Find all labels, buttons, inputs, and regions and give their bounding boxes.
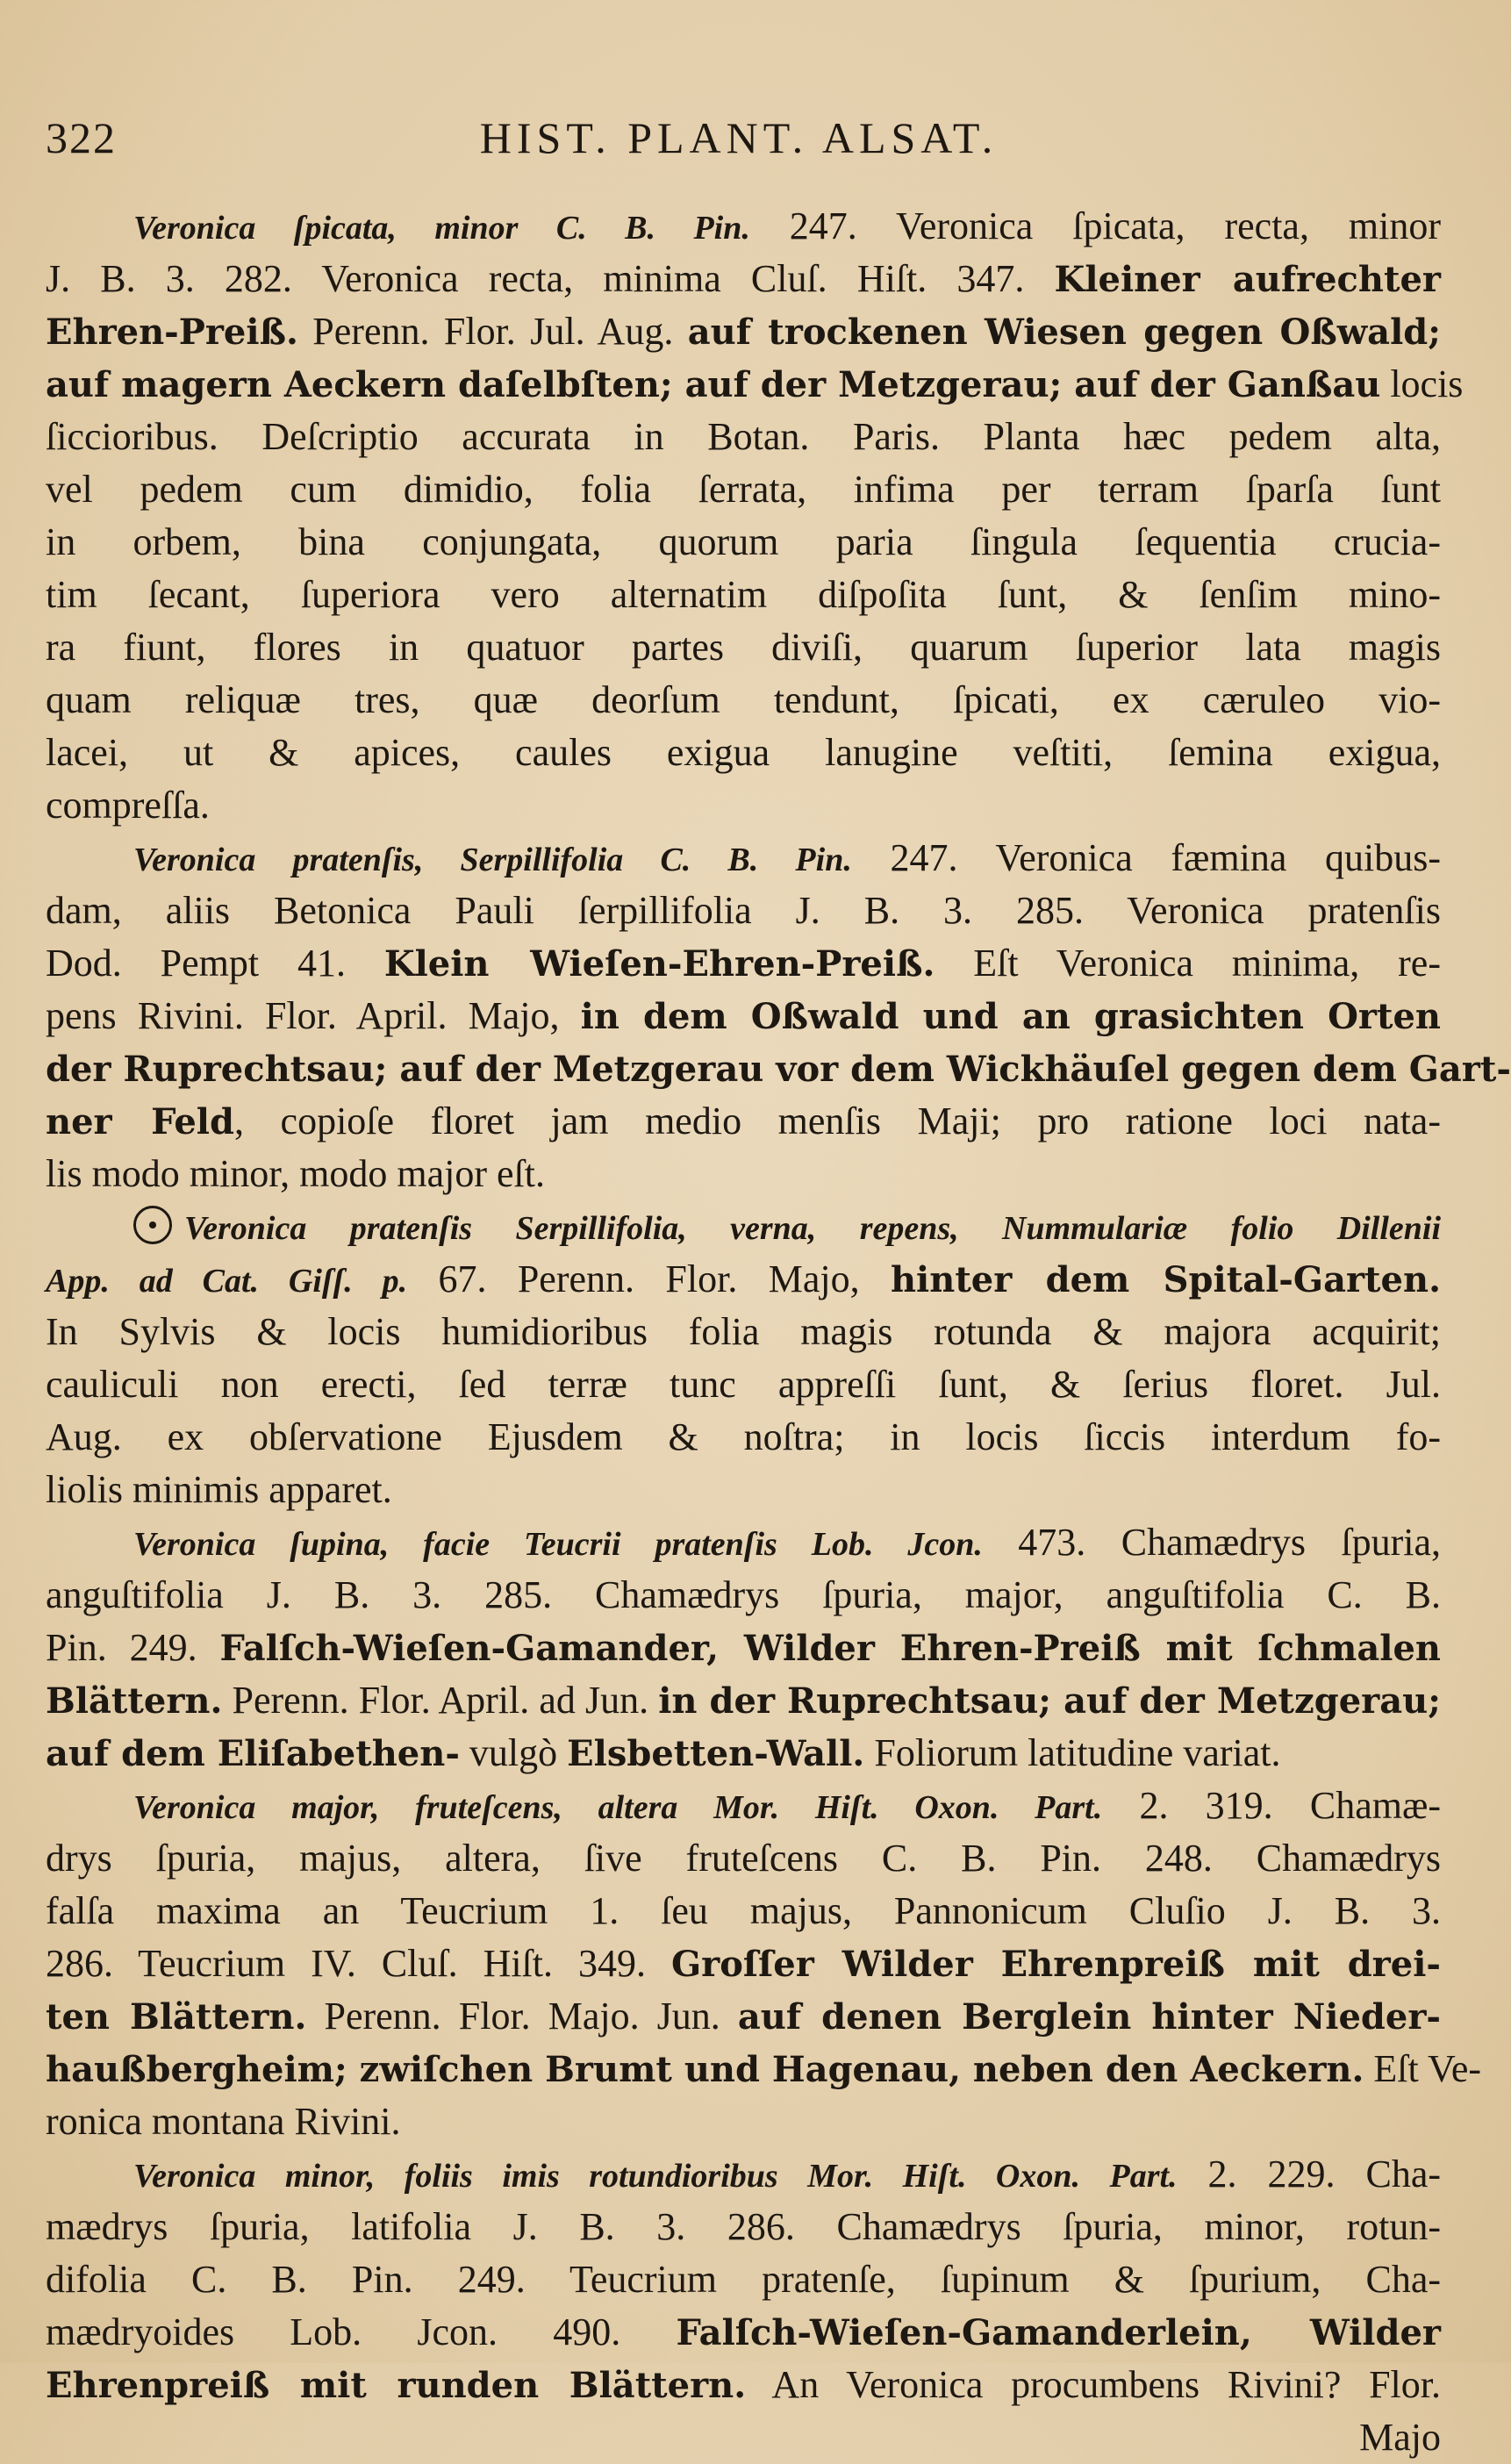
german-text: hinter dem Spital-Garten.	[890, 1259, 1441, 1300]
running-title: HIST. PLANT. ALSAT.	[479, 113, 999, 162]
latin-text: Perenn. Flor. April. ad Jun.	[222, 1679, 659, 1722]
text-line	[46, 621, 1441, 674]
german-text: Ehrenpreiß mit runden Blättern.	[46, 2365, 747, 2406]
latin-text: vel pedem cum dimidio, folia ſerrata, infima per terram ſparſa ſunt	[46, 468, 1441, 511]
latin-text: Majo	[1359, 2416, 1441, 2459]
latin-text: ronica montana Rivini.	[46, 2100, 401, 2143]
page-header	[46, 112, 1432, 183]
page-number: 322	[46, 113, 117, 162]
latin-text: An Veronica procumbens Rivini? Flor.	[746, 2363, 1441, 2406]
german-text: Falſch-Wieſen-Gamander, Wilder Ehren-Preiß mit ſchmalen	[219, 1628, 1442, 1669]
text-line	[46, 569, 1441, 621]
text-line	[46, 411, 1441, 463]
german-text: Elsbetten-Wall.	[567, 1733, 865, 1774]
german-text: ner Feld	[46, 1101, 234, 1142]
text-line	[46, 832, 1441, 885]
text-line	[46, 516, 1441, 569]
german-text: auf dem Eliſabethen-	[46, 1733, 460, 1774]
latin-text: J. B. 3. 282. Veronica recta, minima Cluſ. Hiſt. 347.	[46, 257, 1055, 300]
latin-text: in orbem, bina conjungata, quorum paria ſingula ſequentia crucia-	[46, 520, 1441, 563]
german-text: der Ruprechtsau; auf der Metzgerau vor dem Wickhäuſel gegen dem Gart-	[46, 1049, 1511, 1090]
latin-text: vulgò	[459, 1731, 568, 1774]
latin-text: anguſtifolia J. B. 3. 285. Chamædrys ſpuria, major, anguſtifolia C. B.	[46, 1573, 1441, 1616]
latin-text: Foliorum latitudine variat.	[864, 1731, 1281, 1774]
text-line	[46, 1569, 1441, 1622]
latin-text: dam, aliis Betonica Pauli ſerpillifolia J. B. 3. 285. Veronica pratenſis	[46, 889, 1441, 932]
latin-text: cauliculi non erecti, ſed terræ tunc appreſſi ſunt, & ſerius floret. Jul.	[46, 1363, 1441, 1406]
species-name: App. ad Cat. Giſſ. p.	[46, 1263, 408, 1300]
latin-text: Eſt Veronica minima, re-	[935, 942, 1441, 985]
sun-symbol-icon	[133, 1206, 172, 1244]
latin-text: locis	[1380, 362, 1464, 405]
text-line	[46, 779, 1441, 832]
text-line	[46, 1253, 1441, 1306]
latin-text: 286. Teucrium IV. Cluſ. Hiſt. 349.	[46, 1942, 671, 1985]
text-line	[46, 1042, 1511, 1095]
text-line	[46, 2253, 1441, 2306]
text-line	[46, 1148, 1441, 1200]
text-line	[46, 674, 1441, 727]
latin-text: Perenn. Flor. Majo. Jun.	[306, 1995, 738, 2038]
text-line	[46, 1516, 1441, 1569]
species-name: Veronica pratenſis, Serpillifolia C. B. Pin.	[133, 842, 852, 878]
latin-text: lacei, ut & apices, caules exigua lanugine veſtiti, ſemina exigua,	[46, 731, 1441, 774]
species-name: Veronica pratenſis Serpillifolia, verna, repens, Nummulariæ folio Dillenii	[184, 1210, 1441, 1247]
text-line	[46, 1411, 1441, 1464]
latin-text: Perenn. Flor. Jul. Aug.	[297, 310, 688, 353]
latin-text: falſa maxima an Teucrium 1. ſeu majus, Pannonicum Cluſio J. B. 3.	[46, 1889, 1441, 1932]
latin-text: In Sylvis & locis humidioribus folia magis rotunda & majora acquirit;	[46, 1310, 1441, 1353]
body-text	[46, 200, 1511, 2464]
text-line	[46, 463, 1441, 516]
text-line	[46, 1990, 1441, 2043]
text-line	[46, 358, 1464, 411]
species-name: Veronica major, fruteſcens, altera Mor. Hiſt. Oxon. Part.	[133, 1789, 1103, 1826]
text-line	[46, 1464, 1441, 1516]
latin-text: Aug. ex obſervatione Ejusdem & noſtra; in locis ſiccis interdum fo-	[46, 1415, 1441, 1458]
latin-text: drys ſpuria, majus, altera, ſive fruteſcens C. B. Pin. 248. Chamædrys	[46, 1837, 1441, 1880]
latin-text: Pin. 249.	[46, 1626, 220, 1669]
latin-text: compreſſa.	[46, 784, 210, 827]
german-text: in dem Oßwald und an grasichten Orten	[580, 996, 1441, 1037]
german-text: Blättern.	[46, 1680, 223, 1722]
latin-text: pens Rivini. Flor. April. Majo,	[46, 994, 581, 1037]
text-line	[46, 200, 1441, 253]
text-line	[46, 1727, 1441, 1780]
german-text: auf denen Berglein hinter Nieder-	[737, 1996, 1442, 2038]
text-line	[46, 1306, 1441, 1358]
text-line	[46, 990, 1441, 1042]
latin-text: liolis minimis apparet.	[46, 1468, 392, 1511]
german-text: auf magern Aeckern daſelbſten; auf der Metzgerau; auf der Ganßau	[46, 364, 1381, 405]
german-text: ten Blättern.	[46, 1996, 307, 2038]
german-text: Ehren-Preiß.	[46, 312, 298, 353]
german-text: Falſch-Wieſen-Gamanderlein, Wilder	[676, 2312, 1441, 2353]
text-line	[46, 1358, 1441, 1411]
latin-text: , copioſe floret jam medio menſis Maji; pro ratione loci nata-	[233, 1099, 1441, 1142]
text-line	[46, 1200, 1441, 1253]
german-text: auf trockenen Wiesen gegen Oßwald;	[687, 312, 1442, 353]
german-text: Groſſer Wilder Ehrenpreiß mit drei-	[670, 1944, 1441, 1985]
latin-text: ſiccioribus. Deſcriptio accurata in Botan. Paris. Planta hæc pedem alta,	[46, 415, 1441, 458]
text-line	[46, 937, 1441, 990]
german-text: Klein Wieſen-Ehren-Preiß.	[383, 943, 935, 985]
species-name: Veronica ſupina, facie Teucrii pratenſis Lob. Jcon.	[133, 1526, 983, 1563]
text-line	[46, 2411, 1441, 2464]
german-text: in der Ruprechtsau; auf der Metzgerau;	[658, 1680, 1442, 1722]
latin-text: mædrys ſpuria, latifolia J. B. 3. 286. Chamædrys ſpuria, minor, rotun-	[46, 2205, 1441, 2248]
text-line	[46, 885, 1441, 937]
latin-text: ra fiunt, flores in quatuor partes diviſi, quarum ſuperior lata magis	[46, 626, 1441, 669]
species-name: Veronica minor, foliis imis rotundioribus Mor. Hiſt. Oxon. Part.	[133, 2158, 1178, 2195]
german-text: Kleiner aufrechter	[1054, 259, 1441, 300]
text-line	[46, 1938, 1441, 1990]
text-line	[46, 1622, 1441, 1674]
latin-text: 247. Veronica ſpicata, recta, minor	[749, 204, 1441, 247]
text-line	[46, 2306, 1441, 2359]
text-line	[46, 1674, 1441, 1727]
text-line	[46, 2043, 1482, 2095]
latin-text: Eſt Ve-	[1364, 2047, 1482, 2090]
text-line	[46, 2201, 1441, 2253]
latin-text: 67. Perenn. Flor. Majo,	[407, 1257, 891, 1300]
text-line	[46, 305, 1441, 358]
text-line	[46, 253, 1441, 305]
latin-text: mædryoides Lob. Jcon. 490.	[46, 2310, 677, 2353]
german-text: haußbergheim; zwiſchen Brumt und Hagenau, neben den Aeckern.	[46, 2049, 1364, 2090]
text-line	[46, 1095, 1441, 1148]
text-line	[46, 1780, 1441, 1832]
text-line	[46, 727, 1441, 779]
latin-text: 247. Veronica fæmina quibus-	[851, 836, 1442, 879]
text-line	[46, 1885, 1441, 1938]
latin-text: tim ſecant, ſuperiora vero alternatim diſpoſita ſunt, & ſenſim mino-	[46, 573, 1441, 616]
text-line	[46, 2359, 1441, 2411]
latin-text: 473. Chamædrys ſpuria,	[982, 1521, 1442, 1564]
latin-text: difolia C. B. Pin. 249. Teucrium pratenſe, ſupinum & ſpurium, Cha-	[46, 2258, 1441, 2301]
latin-text: lis modo minor, modo major eſt.	[46, 1152, 545, 1195]
text-line	[46, 1832, 1441, 1885]
latin-text: Dod. Pempt 41.	[46, 942, 384, 985]
text-line	[46, 2148, 1441, 2201]
latin-text: 2. 229. Cha-	[1177, 2152, 1441, 2195]
latin-text: 2. 319. Chamæ-	[1102, 1784, 1442, 1827]
species-name: Veronica ſpicata, minor C. B. Pin.	[133, 210, 750, 247]
text-line	[46, 2095, 1441, 2148]
latin-text: quam reliquæ tres, quæ deorſum tendunt, ſpicati, ex cæruleo vio-	[46, 678, 1441, 721]
